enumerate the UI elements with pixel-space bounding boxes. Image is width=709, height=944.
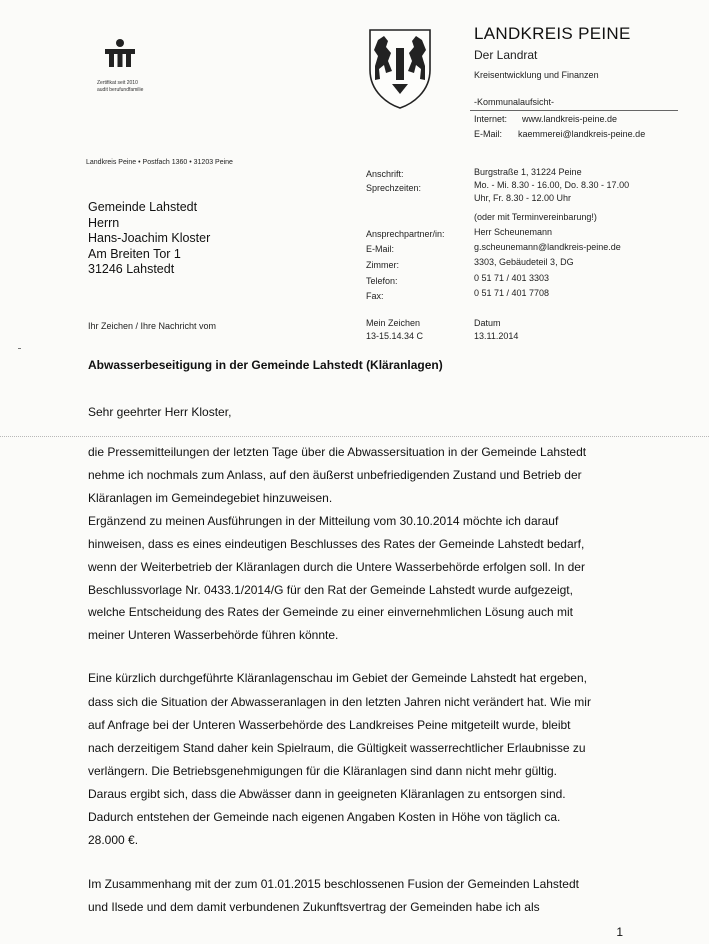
date-label: Datum [474, 318, 501, 328]
certificate-logo [97, 38, 157, 98]
sender-return-line: Landkreis Peine • Postfach 1360 • 31203 Peine [86, 159, 233, 166]
page-number: 1 [616, 925, 623, 939]
room-value: 3303, Gebäudeteil 3, DG [474, 257, 574, 267]
contact-email-label: E-Mail: [366, 244, 395, 254]
fax-value: 0 51 71 / 401 7708 [474, 288, 550, 298]
hours-line-3: (oder mit Terminvereinbarung!) [474, 212, 597, 222]
your-reference-label: Ihr Zeichen / Ihre Nachricht vom [88, 321, 217, 331]
certificate-logo-icon [103, 38, 137, 68]
fax-label: Fax: [366, 291, 384, 301]
body-line: Kläranlagen im Gemeindegebiet hinzuweisen. [88, 491, 333, 505]
contact-email-link[interactable]: g.scheunemann@landkreis-peine.de [474, 242, 621, 252]
margin-mark [18, 348, 21, 349]
coat-of-arms [366, 26, 434, 110]
salutation: Sehr geehrter Herr Kloster, [88, 405, 232, 419]
body-line: dass sich die Situation der Abwasseranlagen in den letzten Jahren nicht verändert hat. Wie mir [88, 695, 591, 709]
hours-line-1: Mo. - Mi. 8.30 - 16.00, Do. 8.30 - 17.00 [474, 180, 630, 190]
certificate-line-1: Zertifikat seit 2010 [97, 80, 138, 86]
recipient-line: 31246 Lahstedt [88, 262, 175, 276]
authority-department: Kreisentwicklung und Finanzen [474, 70, 599, 80]
body-line: Daraus ergibt sich, dass die Abwässer dann in geeigneten Kläranlagen zu entsorgen sind. [88, 787, 566, 801]
recipient-line: Herrn [88, 215, 120, 230]
body-line: Eine kürzlich durchgeführte Kläranlagenschau im Gebiet der Gemeinde Lahstedt hat ergeben, [88, 671, 587, 685]
email-link[interactable]: kaemmerei@landkreis-peine.de [518, 129, 646, 139]
coat-of-arms-icon [366, 26, 434, 110]
body-line: und Ilsede und dem damit verbundenen Zukunftsvertrag der Gemeinden habe ich als [88, 900, 540, 914]
my-reference-value: 13-15.14.34 C [366, 331, 424, 341]
address-label: Anschrift: [366, 169, 404, 179]
recipient-line: Hans-Joachim Kloster [88, 231, 211, 245]
body-line: verlängern. Die Betriebsgenehmigungen für die Kläranlagen sind dann nicht mehr gültig. [88, 764, 557, 778]
body-line: wenn der Weiterbetrieb der Kläranlagen durch die Untere Wasserbehörde erfolgen soll. In der [88, 560, 585, 574]
body-line: Dadurch entstehen der Gemeinde nach eigenen Angaben Kosten in Höhe von täglich ca. [88, 810, 561, 824]
internet-link[interactable]: www.landkreis-peine.de [522, 114, 618, 124]
hours-line-2: Uhr, Fr. 8.30 - 12.00 Uhr [474, 193, 572, 203]
body-line: Im Zusammenhang mit der zum 01.01.2015 beschlossenen Fusion der Gemeinden Lahstedt [88, 877, 579, 891]
body-line: welche Entscheidung des Rates der Gemeinde zu einer einvernehmlichen Lösung auch mit [88, 605, 573, 619]
recipient-address [88, 200, 210, 278]
body-line: meiner Unteren Wasserbehörde führen könnte. [88, 628, 339, 642]
date-value: 13.11.2014 [474, 331, 519, 341]
recipient-line: Gemeinde Lahstedt [88, 200, 198, 214]
body-line: Ergänzend zu meinen Ausführungen in der Mitteilung vom 30.10.2014 möchte ich darauf [88, 514, 559, 528]
header-divider [470, 110, 678, 111]
body-line: hinweisen, dass es eines eindeutigen Beschlusses des Rates der Gemeinde Lahstedt bedarf, [88, 537, 585, 551]
my-reference-label: Mein Zeichen [366, 318, 421, 328]
body-line: nehme ich nochmals zum Anlass, auf den äußerst unbefriedigenden Zustand und Betrieb der [88, 468, 582, 482]
authority-name: LANDKREIS PEINE [474, 24, 631, 43]
address-value: Burgstraße 1, 31224 Peine [474, 167, 582, 177]
body-line: Beschlussvorlage Nr. 0433.1/2014/G für den Rat der Gemeinde Lahstedt wurde aufgezeigt, [88, 583, 573, 597]
body-line: auf Anfrage bei der Unteren Wasserbehörde des Landkreises Peine mitgeteilt wurde, bleibt [88, 718, 571, 732]
authority-division: -Kommunalaufsicht- [474, 97, 555, 107]
room-label: Zimmer: [366, 260, 399, 270]
letter-subject: Abwasserbeseitigung in der Gemeinde Lahstedt (Kläranlagen) [88, 358, 443, 372]
authority-office: Der Landrat [474, 48, 538, 62]
contact-person-value: Herr Scheunemann [474, 227, 553, 237]
dotted-divider [0, 436, 709, 437]
recipient-line: Am Breiten Tor 1 [88, 246, 181, 261]
email-label: E-Mail: [474, 129, 503, 139]
phone-value: 0 51 71 / 401 3303 [474, 273, 550, 283]
body-line: nach derzeitigem Stand daher kein Spielraum, die Gültigkeit wasserrechtlicher Erlaubnisse zu [88, 741, 586, 755]
body-line: die Pressemitteilungen der letzten Tage über die Abwassersituation in der Gemeinde Lahstedt [88, 445, 587, 459]
certificate-line-2: audit berufundfamilie [97, 87, 144, 93]
body-line: 28.000 €. [88, 833, 139, 847]
hours-label: Sprechzeiten: [366, 183, 422, 193]
internet-label: Internet: [474, 114, 508, 124]
phone-label: Telefon: [366, 276, 398, 286]
contact-person-label: Ansprechpartner/in: [366, 229, 445, 239]
